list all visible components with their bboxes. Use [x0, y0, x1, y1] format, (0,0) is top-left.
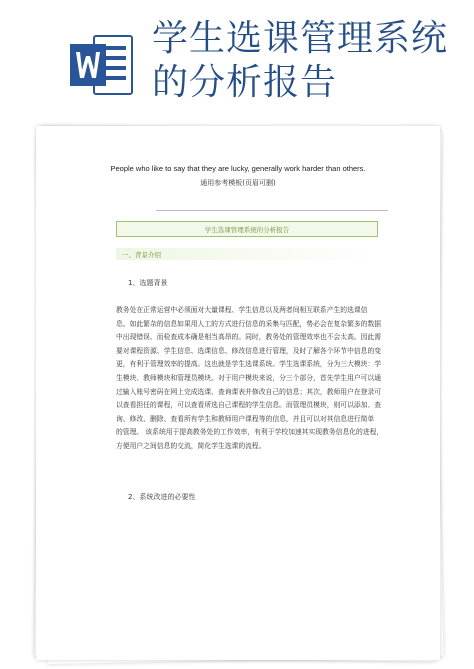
word-icon — [68, 30, 136, 100]
header-divider — [156, 210, 388, 211]
paragraph-line: 生模块、教师模块和管理员模块。对于用户模块来说，分三个部分，首先学生用户可以通 — [116, 373, 382, 382]
section-header — [116, 248, 376, 260]
paragraph-line: 方便用户之间信息的交流，简化学生选课的流程。 — [116, 441, 266, 450]
paragraph-line: 以查看担任的课程，可以查看所选自己课程的学生信息。而管理员模块，则可以添加、查 — [116, 401, 382, 410]
paragraph-line: 息。如此繁杂的信息如果用人工的方式进行信息的采集与匹配，势必会在复杂繁多的数据 — [116, 319, 382, 328]
paragraph-line: 要对课程资源、学生信息、选课信息、修改信息进行管理，及时了解各个环节中信息的变 — [116, 346, 382, 355]
paragraph-line: 中出现错误、而检查成本确是相当高昂的。同时，教务处的管理效率也不会太高。因此需 — [116, 333, 382, 342]
paragraph-line: 教务处在正常运营中必须面对大量课程、学生信息以及两者间相互联系产生的选课信 — [116, 306, 368, 314]
paragraph-line: 更，有利于管理效率的提高。这也就是学生选课系统。学生选课系统，分为三大模块：学 — [116, 360, 382, 369]
header-quote: People who like to say that they are lucky, generally work harder than others. — [110, 164, 366, 173]
section-label: 一、背景介绍 — [122, 251, 161, 259]
page-title-line2: 的分析报告 — [152, 62, 338, 103]
subsection-heading-necessity: 2、系统改进的必要性 — [128, 493, 196, 501]
subsection-heading-background: 1、选题背景 — [128, 279, 168, 287]
document-title-box — [116, 221, 378, 237]
page-title-line1: 学生选课管理系统 — [152, 18, 449, 59]
paper-sheet-front — [36, 126, 440, 660]
body-paragraph — [116, 304, 386, 454]
document-title: 学生选课管理系统的分析报告 — [204, 226, 290, 234]
paragraph-line: 过输入账号密码在网上完成选课、查询课表并修改自己的信息；其次，教师用户在登录可 — [116, 387, 382, 396]
template-subtitle: 通用参考模板(页眉可删) — [200, 179, 276, 187]
document-preview — [36, 126, 442, 666]
header-banner — [0, 0, 474, 120]
paragraph-line: 的管理。 该系统用于提高教务处的工作效率，有利于学校加速其实现教务信息化的进程， — [116, 428, 384, 437]
paragraph-line: 询、修改、删除、查看所有学生和教师用户课程等的信息，并且可以对其信息进行简单 — [116, 414, 375, 423]
